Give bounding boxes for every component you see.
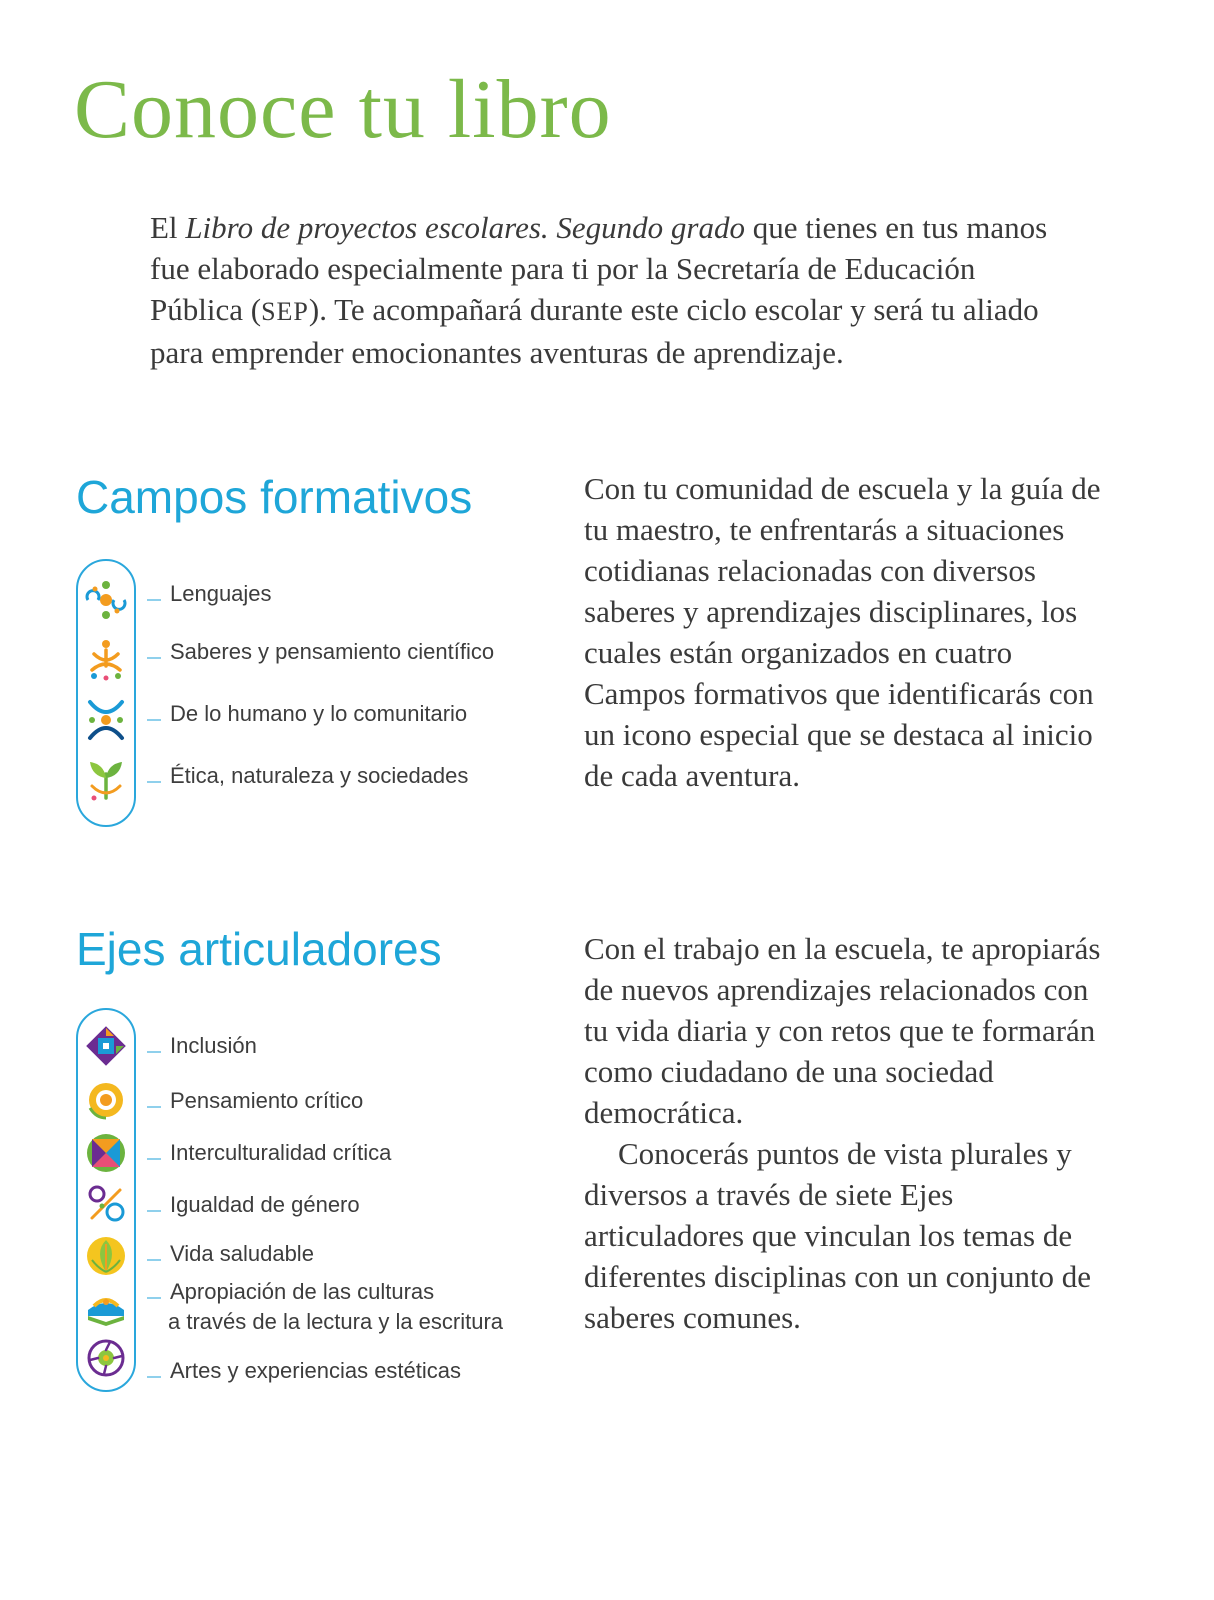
humano-icon: [82, 696, 130, 744]
campo-item-etica: Ética, naturaleza y sociedades: [170, 763, 469, 788]
item-marker: [147, 1376, 161, 1378]
campo-item-lenguajes: Lenguajes: [170, 581, 272, 606]
eje-item-interculturalidad: Interculturalidad crítica: [170, 1140, 392, 1165]
book-title: Libro de proyectos escolares. Segundo grado: [185, 210, 745, 245]
lenguajes-icon: [82, 576, 130, 624]
campo-item-humano: De lo humano y lo comunitario: [170, 701, 468, 726]
campo-item-saberes: Saberes y pensamiento científico: [170, 639, 495, 664]
ejes-articuladores-title: Ejes articuladores: [76, 923, 442, 975]
saberes-icon: [82, 636, 130, 684]
artes-icon: [84, 1336, 128, 1380]
interculturalidad-icon: [84, 1131, 128, 1175]
campos-formativos-title: Campos formativos: [76, 471, 473, 523]
item-marker: [147, 719, 161, 721]
item-marker: [147, 1051, 161, 1053]
eje-item-vida-saludable: Vida saludable: [170, 1241, 314, 1266]
item-marker: [147, 1158, 161, 1160]
etica-icon: [82, 756, 130, 804]
igualdad-genero-icon: [84, 1182, 128, 1226]
eje-item-inclusion: Inclusión: [170, 1033, 257, 1058]
eje-item-igualdad-genero: Igualdad de género: [170, 1192, 360, 1217]
inclusion-icon: [84, 1024, 128, 1068]
eje-item-apropiacion-culturas: Apropiación de las culturas: [170, 1279, 435, 1304]
item-marker: [147, 599, 161, 601]
apropiacion-culturas-icon: [84, 1286, 128, 1330]
page-title: Conoce tu libro: [74, 63, 612, 156]
pensamiento-critico-icon: [84, 1078, 128, 1122]
item-marker: [147, 657, 161, 659]
ejes-description-p1: Con el trabajo en la escuela, te apropiarás de nuevos aprendizajes relacionados con tu vida diaria y con retos que te formarán como ciudadano de una sociedad democrática.: [584, 931, 1101, 1130]
campos-description: Con tu comunidad de escuela y la guía de tu maestro, te enfrentarás a situaciones cotidianas relacionadas con diversos saberes y aprendizajes disciplinares, los cuales están organizados en cuatro Campos formativos que identificarás con un icono especial que se destaca al inicio de cada aventura.: [584, 471, 1101, 793]
eje-item-artes: Artes y experiencias estéticas: [170, 1358, 462, 1383]
ejes-description: [584, 928, 1104, 1338]
item-marker: [147, 1259, 161, 1261]
ejes-description-p2: Conocerás puntos de vista plurales y diversos a través de siete Ejes articuladores que vinculan los temas de diferentes disciplinas con un conjunto de saberes comunes.: [584, 1136, 1092, 1335]
item-marker: [147, 781, 161, 783]
item-marker: [147, 1297, 161, 1299]
eje-item-apropiacion-culturas-line2: a través de la lectura y la escritura: [168, 1309, 504, 1334]
vida-saludable-icon: [84, 1234, 128, 1278]
eje-item-pensamiento-critico: Pensamiento crítico: [170, 1088, 364, 1113]
intro-paragraph: El Libro de proyectos escolares. Segundo grado que tienes en tus manos fue elaborado especialmente para ti por la Secretaría de Educación Pública (SEP). Te acompañará durante este ciclo escolar y será tu aliado para emprender emocionantes aventuras de aprendizaje.: [150, 210, 1048, 370]
item-marker: [147, 1210, 161, 1212]
item-marker: [147, 1106, 161, 1108]
